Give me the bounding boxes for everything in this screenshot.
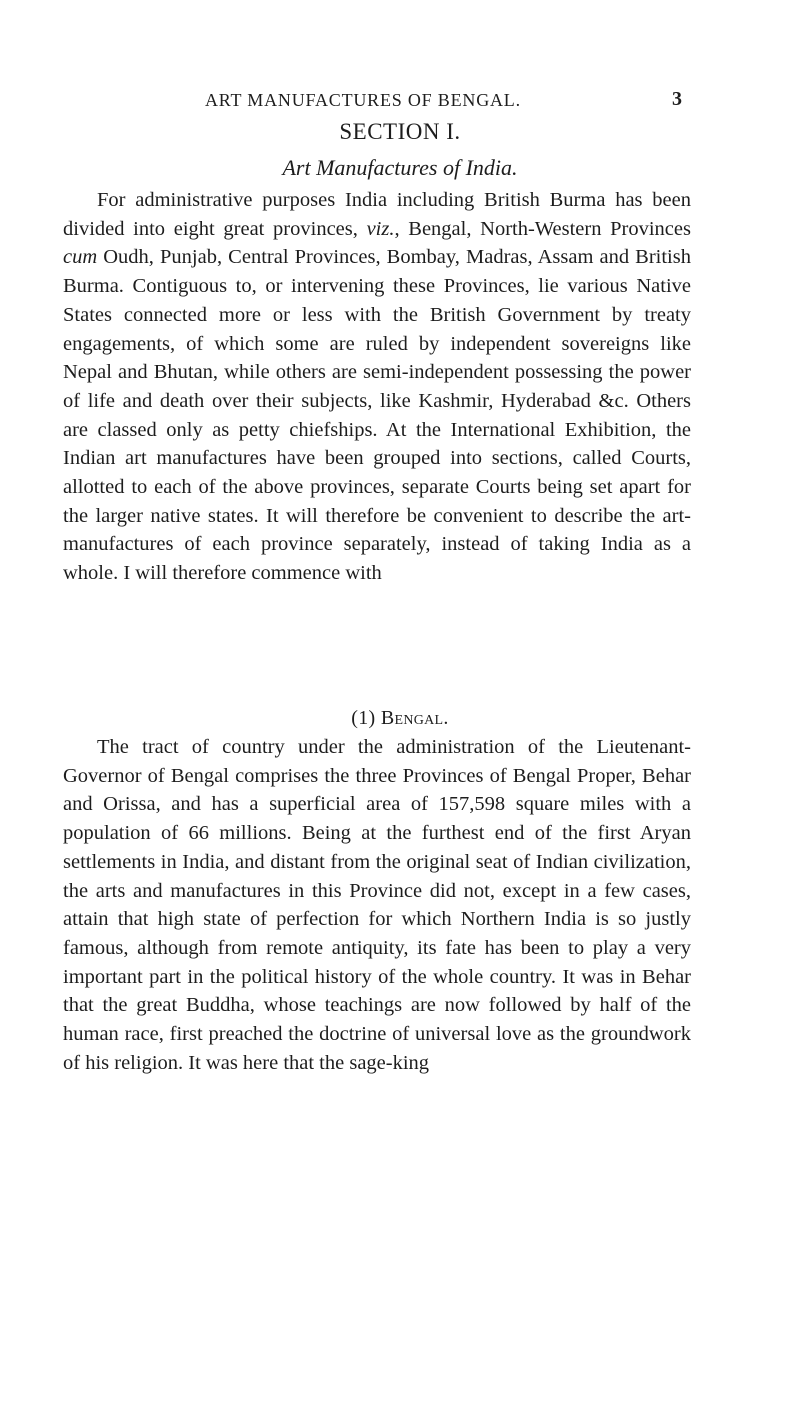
italic-term: cum	[63, 246, 98, 269]
paragraph-administrative-provinces	[63, 186, 691, 588]
section-subtitle-part: Art Manufactures of	[282, 155, 466, 180]
section-heading: SECTION I.	[339, 119, 461, 144]
paragraph-bengal: The tract of country under the administration of the Lieutenant-Governor of Bengal comprises the three Provinces of Bengal Proper, Behar and Orissa, and has a superficial area of 157,598 square miles with a population of 66 millions. Being at the furthest end of the first Aryan settlements in India, and distant from the original seat of Indian civilization, the arts and manufactures in this Province did not, except in a few cases, attain that high state of perfection for which Northern India is so justly famous, although from remote antiquity, its fate has been to play a very important part in the political history of the whole country. It was in Behar that the great Buddha, whose teachings are now followed by half of the human race, first preached the doctrine of universal love as the groundwork of his religion. It was here that the sage-king	[63, 736, 691, 1074]
subsection-title: Bengal.	[380, 707, 449, 729]
italic-term: viz.	[366, 217, 395, 240]
subsection-heading	[0, 707, 800, 730]
section-subtitle-part: India.	[465, 155, 518, 180]
subsection-number: (1)	[351, 707, 381, 729]
page-number: 3	[672, 88, 682, 110]
section-subtitle	[0, 155, 800, 181]
running-head: ART MANUFACTURES OF BENGAL.	[205, 90, 521, 110]
paragraph-text: Oudh, Punjab, Central Provinces, Bombay, Madras, Assam and British Burma. Contiguous to, or intervening these Provinces, lie various Native States connected more or less with the British Government by treaty engagements, of which some are ruled by independent sovereigns like Nepal and Bhutan, while others are semi-independent possessing the power of life and death over their subjects, like Kashmir, Hyderabad &c. Others are classed only as petty chiefships. At the International Exhibition, the Indian art manufactures have been grouped into sections, called Courts, allotted to each of the above provinces, separate Courts being set apart for the larger native states. It will therefore be convenient to describe the art-manufactures of each province separately, instead of taking India as a whole. I will therefore commence with	[63, 246, 691, 585]
paragraph-text: , Bengal, North-Western Provinces	[394, 217, 691, 240]
paragraph-text: For administrative purposes India including British Burma has been divided into eight great provinces,	[63, 189, 691, 240]
